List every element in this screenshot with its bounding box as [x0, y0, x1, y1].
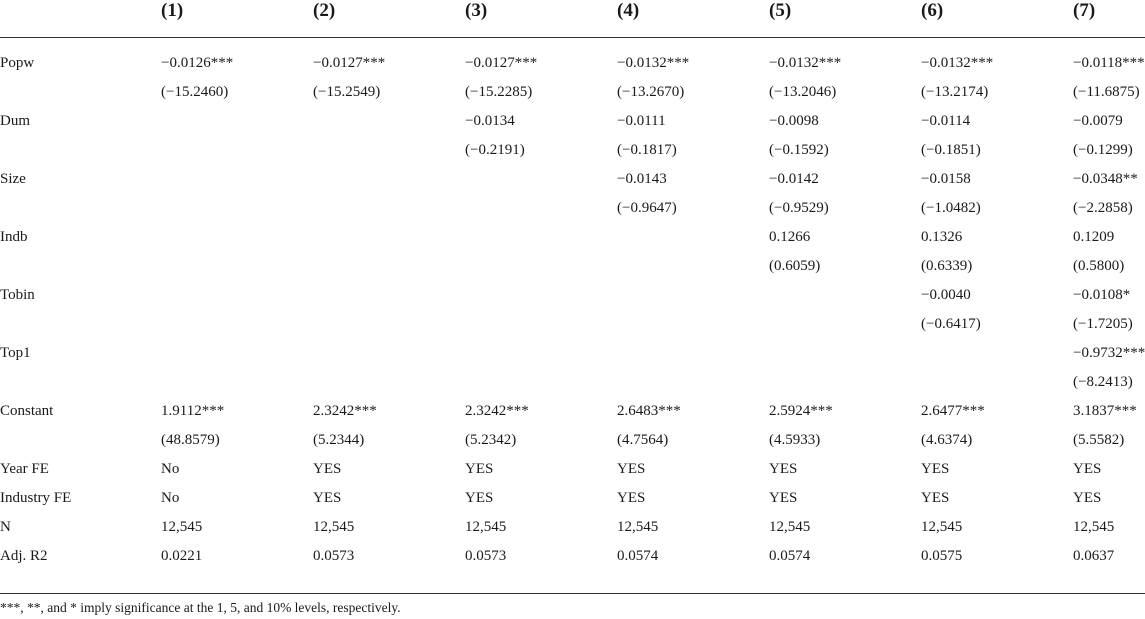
table-cell: YES — [465, 490, 494, 506]
table-body — [0, 50, 1145, 572]
table-cell: 0.0221 — [161, 548, 203, 564]
table-cell: (4.6374) — [921, 432, 973, 448]
table-cell: (−0.6417) — [921, 316, 981, 332]
table-cell: (4.5933) — [769, 432, 821, 448]
row-label: Year FE — [0, 461, 49, 477]
table-cell: −0.0126*** — [161, 55, 234, 71]
table-cell: −0.0132*** — [617, 55, 690, 71]
table-row — [0, 195, 1145, 224]
table-cell: (−11.6875) — [1073, 84, 1140, 100]
table-cell: (−13.2046) — [769, 84, 837, 100]
table-cell: (5.2344) — [313, 432, 365, 448]
table-cell: 0.0574 — [769, 548, 811, 564]
table-cell: (−0.1817) — [617, 142, 677, 158]
table-cell: (−0.1592) — [769, 142, 829, 158]
table-cell: −0.0079 — [1073, 113, 1123, 129]
table-cell: 0.1209 — [1073, 229, 1115, 245]
table-cell: 2.5924*** — [769, 403, 833, 419]
table-cell: −0.0098 — [769, 113, 819, 129]
table-cell: 12,545 — [465, 519, 507, 535]
table-row — [0, 340, 1145, 369]
table-cell: 2.3242*** — [313, 403, 377, 419]
table-row — [0, 311, 1145, 340]
table-cell: −0.0111 — [617, 113, 666, 129]
header-rule — [0, 37, 1145, 38]
table-cell: 12,545 — [1073, 519, 1115, 535]
table-cell: 2.6477*** — [921, 403, 985, 419]
table-cell: (5.5582) — [1073, 432, 1125, 448]
table-cell: (−15.2460) — [161, 84, 229, 100]
table-cell: 0.0574 — [617, 548, 659, 564]
table-cell: 0.0637 — [1073, 548, 1115, 564]
table-cell: (−13.2670) — [617, 84, 685, 100]
table-cell: 1.9112*** — [161, 403, 225, 419]
table-cell: YES — [617, 490, 646, 506]
column-header-3: (3) — [465, 0, 488, 21]
table-cell: (0.5800) — [1073, 258, 1125, 274]
table-cell: 12,545 — [313, 519, 355, 535]
table-cell: (0.6059) — [769, 258, 821, 274]
table-cell: YES — [1073, 490, 1102, 506]
table-header — [0, 0, 1145, 36]
column-header-4: (4) — [617, 0, 640, 21]
table-row — [0, 427, 1145, 456]
row-label: Dum — [0, 113, 30, 129]
table-cell: −0.0127*** — [465, 55, 538, 71]
table-cell: 0.0575 — [921, 548, 963, 564]
table-cell: YES — [921, 461, 950, 477]
table-cell: (−8.2413) — [1073, 374, 1133, 390]
row-label: Size — [0, 171, 26, 187]
table-cell: 12,545 — [161, 519, 203, 535]
table-row — [0, 485, 1145, 514]
table-cell: (0.6339) — [921, 258, 973, 274]
table-cell: No — [161, 461, 180, 477]
table-cell: No — [161, 490, 180, 506]
table-cell: 0.1326 — [921, 229, 963, 245]
table-cell: −0.0134 — [465, 113, 515, 129]
table-cell: −0.9732*** — [1073, 345, 1145, 361]
table-row — [0, 282, 1145, 311]
table-cell: YES — [769, 490, 798, 506]
table-cell: (−1.7205) — [1073, 316, 1133, 332]
column-header-5: (5) — [769, 0, 792, 21]
table-cell: −0.0040 — [921, 287, 971, 303]
table-cell: (−15.2549) — [313, 84, 381, 100]
table-cell: (−0.9529) — [769, 200, 829, 216]
table-cell: YES — [465, 461, 494, 477]
table-row — [0, 398, 1145, 427]
table-cell: (−0.9647) — [617, 200, 677, 216]
table-cell: YES — [617, 461, 646, 477]
table-cell: 3.1837*** — [1073, 403, 1137, 419]
table-cell: 12,545 — [769, 519, 811, 535]
row-label: Industry FE — [0, 490, 72, 506]
table-cell: −0.0158 — [921, 171, 971, 187]
table-cell: (−0.2191) — [465, 142, 525, 158]
column-header-6: (6) — [921, 0, 944, 21]
table-cell: YES — [1073, 461, 1102, 477]
table-cell: YES — [769, 461, 798, 477]
bottom-rule — [0, 593, 1145, 594]
table-footnote: ***, **, and * imply significance at the 1, 5, and 10% levels, respectively. — [0, 600, 401, 615]
table-cell: YES — [921, 490, 950, 506]
table-row — [0, 369, 1145, 398]
table-row — [0, 514, 1145, 543]
table-cell: 0.1266 — [769, 229, 811, 245]
table-cell: −0.0132*** — [921, 55, 994, 71]
table-cell: (−0.1299) — [1073, 142, 1133, 158]
table-cell: −0.0143 — [617, 171, 667, 187]
table-cell: (−15.2285) — [465, 84, 533, 100]
table-cell: (−13.2174) — [921, 84, 989, 100]
table-row — [0, 253, 1145, 282]
table-cell: 0.0573 — [313, 548, 355, 564]
table-cell: −0.0114 — [921, 113, 971, 129]
table-cell: −0.0127*** — [313, 55, 386, 71]
row-label: Tobin — [0, 287, 35, 303]
table-cell: −0.0108* — [1073, 287, 1131, 303]
table-row — [0, 224, 1145, 253]
table-row — [0, 137, 1145, 166]
table-cell: (−1.0482) — [921, 200, 981, 216]
table-cell: (48.8579) — [161, 432, 220, 448]
table-cell: (5.2342) — [465, 432, 517, 448]
row-label: Indb — [0, 229, 28, 245]
table-cell: 0.0573 — [465, 548, 507, 564]
table-row — [0, 50, 1145, 79]
row-label: Constant — [0, 403, 54, 419]
row-label: Adj. R2 — [0, 548, 48, 564]
table-row — [0, 108, 1145, 137]
column-header-1: (1) — [161, 0, 184, 21]
column-header-2: (2) — [313, 0, 336, 21]
row-label: Top1 — [0, 345, 31, 361]
table-cell: 12,545 — [617, 519, 659, 535]
table-cell: (4.7564) — [617, 432, 669, 448]
table-row — [0, 166, 1145, 195]
table-cell: −0.0118*** — [1073, 55, 1145, 71]
table-cell: −0.0142 — [769, 171, 819, 187]
table-cell: (−0.1851) — [921, 142, 981, 158]
table-cell: YES — [313, 461, 342, 477]
table-row — [0, 543, 1145, 572]
table-cell: 2.3242*** — [465, 403, 529, 419]
column-header-7: (7) — [1073, 0, 1096, 21]
table-cell: −0.0132*** — [769, 55, 842, 71]
row-label: Popw — [0, 55, 35, 71]
table-row — [0, 456, 1145, 485]
table-cell: YES — [313, 490, 342, 506]
table-row — [0, 79, 1145, 108]
table-cell: −0.0348** — [1073, 171, 1138, 187]
table-cell: 2.6483*** — [617, 403, 681, 419]
table-cell: (−2.2858) — [1073, 200, 1133, 216]
row-label: N — [0, 519, 11, 535]
table-cell: 12,545 — [921, 519, 963, 535]
